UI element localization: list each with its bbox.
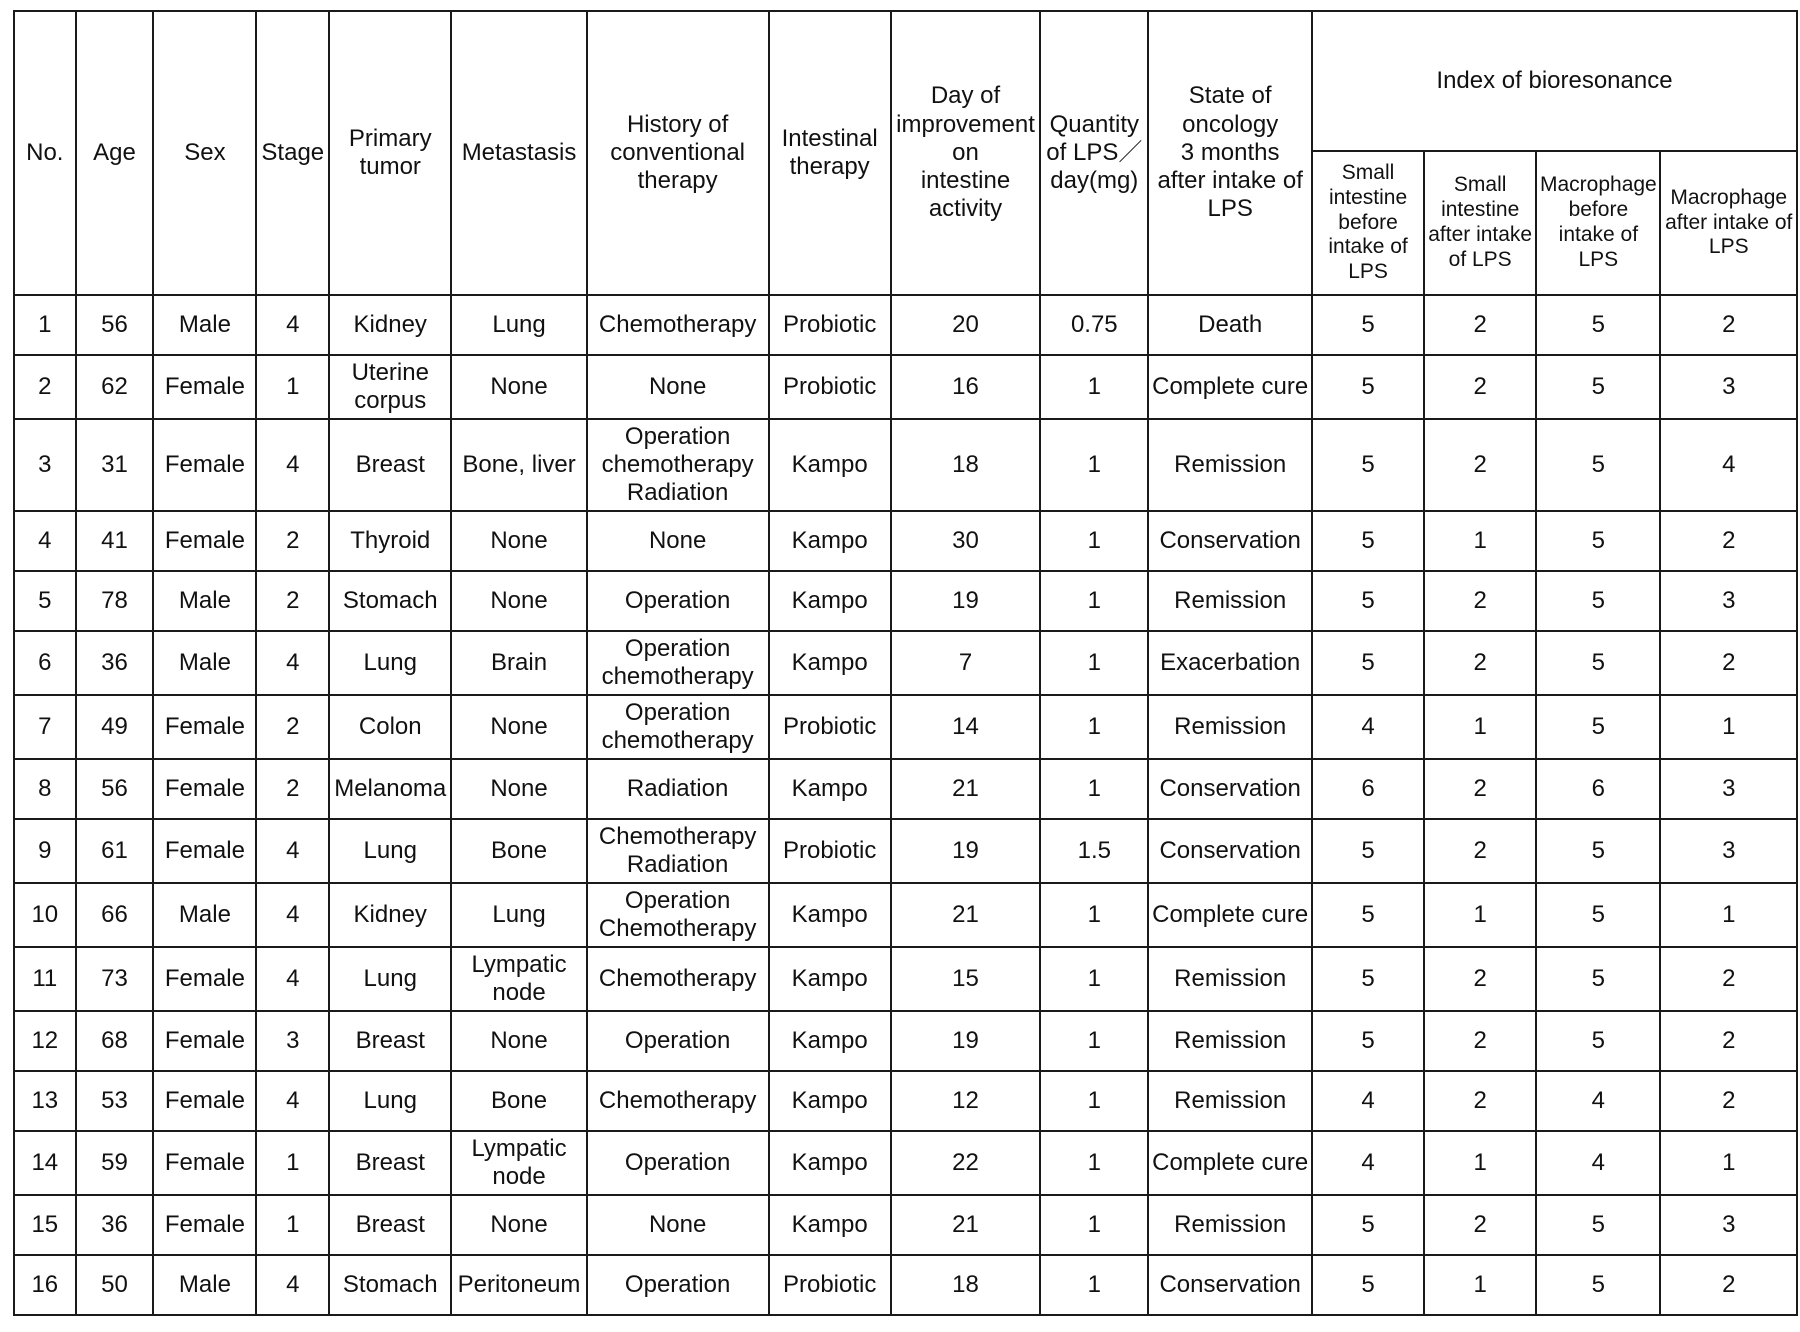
table-row <box>14 883 1797 947</box>
cell-state: Remission <box>1148 419 1312 511</box>
cell-si-after: 1 <box>1424 883 1536 947</box>
cell-age: 56 <box>76 759 154 819</box>
cell-qty: 1 <box>1040 947 1148 1011</box>
cell-si-after: 2 <box>1424 1195 1536 1255</box>
cell-stage: 1 <box>256 355 329 419</box>
cell-si-before: 6 <box>1312 759 1424 819</box>
cell-qty: 1 <box>1040 571 1148 631</box>
cell-metastasis: None <box>451 511 586 571</box>
header-metastasis: Metastasis <box>451 11 586 295</box>
cell-history: Operation <box>587 571 769 631</box>
cell-sex: Male <box>153 883 256 947</box>
cell-stage: 4 <box>256 631 329 695</box>
cell-sex: Female <box>153 819 256 883</box>
cell-day: 18 <box>891 419 1041 511</box>
table-row <box>14 695 1797 759</box>
header-no: No. <box>14 11 76 295</box>
table-row <box>14 571 1797 631</box>
cell-mac-before: 5 <box>1536 355 1660 419</box>
cell-metastasis: None <box>451 1195 586 1255</box>
cell-sex: Female <box>153 759 256 819</box>
cell-history: Radiation <box>587 759 769 819</box>
cell-day: 16 <box>891 355 1041 419</box>
cell-mac-after: 2 <box>1660 511 1797 571</box>
cell-no: 2 <box>14 355 76 419</box>
cell-si-before: 4 <box>1312 695 1424 759</box>
header-row <box>14 11 1797 151</box>
header-si-after: Small intestine after intake of LPS <box>1424 151 1536 295</box>
cell-state: Conservation <box>1148 1255 1312 1315</box>
cell-si-before: 5 <box>1312 511 1424 571</box>
cell-therapy: Kampo <box>769 511 891 571</box>
cell-si-after: 2 <box>1424 819 1536 883</box>
cell-mac-after: 3 <box>1660 571 1797 631</box>
cell-sex: Male <box>153 295 256 355</box>
cell-sex: Female <box>153 1131 256 1195</box>
cell-day: 15 <box>891 947 1041 1011</box>
header-mac-after: Macrophage after intake of LPS <box>1660 151 1797 295</box>
cell-qty: 1 <box>1040 1255 1148 1315</box>
table-row <box>14 819 1797 883</box>
cell-age: 61 <box>76 819 154 883</box>
cell-mac-after: 3 <box>1660 759 1797 819</box>
cell-sex: Female <box>153 1195 256 1255</box>
cell-tumor: Kidney <box>329 295 451 355</box>
cell-qty: 1 <box>1040 511 1148 571</box>
cell-qty: 1 <box>1040 1195 1148 1255</box>
cell-state: Complete cure <box>1148 1131 1312 1195</box>
cell-metastasis: None <box>451 695 586 759</box>
cell-si-after: 2 <box>1424 355 1536 419</box>
cell-stage: 4 <box>256 295 329 355</box>
cell-sex: Male <box>153 1255 256 1315</box>
cell-day: 18 <box>891 1255 1041 1315</box>
cell-qty: 1 <box>1040 1011 1148 1071</box>
cell-no: 11 <box>14 947 76 1011</box>
cell-mac-before: 5 <box>1536 631 1660 695</box>
cell-no: 15 <box>14 1195 76 1255</box>
cell-tumor: Kidney <box>329 883 451 947</box>
cell-qty: 1 <box>1040 1131 1148 1195</box>
cell-si-before: 5 <box>1312 295 1424 355</box>
cell-day: 22 <box>891 1131 1041 1195</box>
cell-metastasis: Lympatic node <box>451 1131 586 1195</box>
cell-mac-after: 1 <box>1660 1131 1797 1195</box>
table-row <box>14 1071 1797 1131</box>
cell-mac-after: 3 <box>1660 355 1797 419</box>
cell-state: Death <box>1148 295 1312 355</box>
cell-sex: Male <box>153 631 256 695</box>
header-primary-tumor: Primary tumor <box>329 11 451 295</box>
cell-therapy: Kampo <box>769 1011 891 1071</box>
table-header <box>14 11 1797 295</box>
cell-sex: Female <box>153 1011 256 1071</box>
header-stage: Stage <box>256 11 329 295</box>
cell-no: 1 <box>14 295 76 355</box>
cell-history: Operation chemotherapy <box>587 631 769 695</box>
cell-day: 14 <box>891 695 1041 759</box>
cell-sex: Female <box>153 695 256 759</box>
cell-therapy: Kampo <box>769 947 891 1011</box>
table-row <box>14 947 1797 1011</box>
header-age: Age <box>76 11 154 295</box>
cell-stage: 4 <box>256 883 329 947</box>
cell-age: 50 <box>76 1255 154 1315</box>
cell-state: Conservation <box>1148 511 1312 571</box>
cell-si-after: 2 <box>1424 631 1536 695</box>
cell-no: 9 <box>14 819 76 883</box>
cell-tumor: Stomach <box>329 1255 451 1315</box>
cell-history: Operation Chemotherapy <box>587 883 769 947</box>
cell-metastasis: Brain <box>451 631 586 695</box>
cell-mac-before: 5 <box>1536 571 1660 631</box>
cell-si-before: 5 <box>1312 947 1424 1011</box>
cell-no: 8 <box>14 759 76 819</box>
cell-tumor: Breast <box>329 419 451 511</box>
cell-no: 4 <box>14 511 76 571</box>
cell-si-after: 2 <box>1424 1071 1536 1131</box>
cell-mac-before: 4 <box>1536 1071 1660 1131</box>
cell-state: Conservation <box>1148 819 1312 883</box>
cell-state: Remission <box>1148 1071 1312 1131</box>
cell-history: Operation <box>587 1255 769 1315</box>
cell-state: Remission <box>1148 1195 1312 1255</box>
cell-history: None <box>587 355 769 419</box>
cell-therapy: Kampo <box>769 419 891 511</box>
cell-mac-before: 5 <box>1536 419 1660 511</box>
cell-stage: 4 <box>256 947 329 1011</box>
cell-si-before: 5 <box>1312 1255 1424 1315</box>
cell-metastasis: None <box>451 1011 586 1071</box>
cell-tumor: Lung <box>329 631 451 695</box>
cell-tumor: Breast <box>329 1131 451 1195</box>
cell-metastasis: Bone <box>451 1071 586 1131</box>
cell-stage: 4 <box>256 1071 329 1131</box>
cell-mac-before: 6 <box>1536 759 1660 819</box>
cell-age: 59 <box>76 1131 154 1195</box>
cell-mac-after: 3 <box>1660 1195 1797 1255</box>
cell-si-after: 1 <box>1424 511 1536 571</box>
cell-qty: 0.75 <box>1040 295 1148 355</box>
cell-no: 13 <box>14 1071 76 1131</box>
cell-stage: 3 <box>256 1011 329 1071</box>
cell-history: Operation chemotherapy <box>587 695 769 759</box>
cell-stage: 2 <box>256 571 329 631</box>
cell-no: 3 <box>14 419 76 511</box>
cell-therapy: Kampo <box>769 631 891 695</box>
cell-state: Remission <box>1148 1011 1312 1071</box>
cell-tumor: Melanoma <box>329 759 451 819</box>
header-si-before: Small intestine before intake of LPS <box>1312 151 1424 295</box>
table-row <box>14 1255 1797 1315</box>
header-index-bioresonance: Index of bioresonance <box>1312 11 1797 151</box>
table-row <box>14 1195 1797 1255</box>
cell-tumor: Lung <box>329 1071 451 1131</box>
cell-sex: Female <box>153 419 256 511</box>
patient-table-container <box>13 10 1798 1316</box>
cell-mac-before: 5 <box>1536 1195 1660 1255</box>
cell-metastasis: Lympatic node <box>451 947 586 1011</box>
cell-mac-before: 5 <box>1536 947 1660 1011</box>
cell-mac-before: 5 <box>1536 295 1660 355</box>
cell-sex: Male <box>153 571 256 631</box>
table-body <box>14 295 1797 1315</box>
table-row <box>14 295 1797 355</box>
cell-mac-before: 5 <box>1536 1011 1660 1071</box>
cell-therapy: Kampo <box>769 883 891 947</box>
cell-state: Remission <box>1148 695 1312 759</box>
header-state-oncology: State of oncology 3 months after intake of LPS <box>1148 11 1312 295</box>
cell-stage: 4 <box>256 419 329 511</box>
cell-qty: 1 <box>1040 759 1148 819</box>
header-intestinal-therapy: Intestinal therapy <box>769 11 891 295</box>
cell-no: 5 <box>14 571 76 631</box>
cell-metastasis: Peritoneum <box>451 1255 586 1315</box>
cell-no: 10 <box>14 883 76 947</box>
header-day-improvement: Day of improvement on intestine activity <box>891 11 1041 295</box>
cell-tumor: Colon <box>329 695 451 759</box>
cell-qty: 1 <box>1040 695 1148 759</box>
cell-mac-after: 2 <box>1660 1255 1797 1315</box>
cell-no: 14 <box>14 1131 76 1195</box>
cell-sex: Female <box>153 1071 256 1131</box>
cell-mac-before: 5 <box>1536 819 1660 883</box>
cell-day: 12 <box>891 1071 1041 1131</box>
cell-age: 78 <box>76 571 154 631</box>
cell-si-after: 2 <box>1424 759 1536 819</box>
header-quantity-lps: Quantity of LPS／ day(mg) <box>1040 11 1148 295</box>
cell-therapy: Probiotic <box>769 1255 891 1315</box>
cell-history: Operation <box>587 1011 769 1071</box>
cell-state: Remission <box>1148 947 1312 1011</box>
cell-metastasis: None <box>451 759 586 819</box>
cell-day: 30 <box>891 511 1041 571</box>
cell-therapy: Kampo <box>769 759 891 819</box>
cell-age: 31 <box>76 419 154 511</box>
cell-tumor: Lung <box>329 947 451 1011</box>
cell-age: 49 <box>76 695 154 759</box>
cell-no: 12 <box>14 1011 76 1071</box>
cell-day: 7 <box>891 631 1041 695</box>
cell-metastasis: Bone <box>451 819 586 883</box>
cell-si-after: 2 <box>1424 571 1536 631</box>
cell-day: 20 <box>891 295 1041 355</box>
cell-history: Chemotherapy Radiation <box>587 819 769 883</box>
cell-mac-after: 4 <box>1660 419 1797 511</box>
cell-tumor: Uterine corpus <box>329 355 451 419</box>
cell-therapy: Probiotic <box>769 295 891 355</box>
table-row <box>14 355 1797 419</box>
cell-history: Operation <box>587 1131 769 1195</box>
cell-mac-before: 5 <box>1536 511 1660 571</box>
table-row <box>14 1011 1797 1071</box>
cell-age: 36 <box>76 1195 154 1255</box>
cell-age: 73 <box>76 947 154 1011</box>
cell-si-before: 5 <box>1312 631 1424 695</box>
cell-age: 56 <box>76 295 154 355</box>
patient-table <box>13 10 1798 1316</box>
cell-metastasis: None <box>451 571 586 631</box>
cell-qty: 1 <box>1040 355 1148 419</box>
cell-metastasis: Lung <box>451 883 586 947</box>
cell-stage: 1 <box>256 1131 329 1195</box>
cell-si-before: 5 <box>1312 419 1424 511</box>
cell-si-after: 2 <box>1424 947 1536 1011</box>
cell-sex: Female <box>153 947 256 1011</box>
cell-therapy: Kampo <box>769 1071 891 1131</box>
cell-stage: 1 <box>256 1195 329 1255</box>
table-row <box>14 511 1797 571</box>
cell-day: 21 <box>891 759 1041 819</box>
cell-si-after: 1 <box>1424 695 1536 759</box>
cell-si-after: 2 <box>1424 419 1536 511</box>
cell-therapy: Kampo <box>769 571 891 631</box>
table-row <box>14 1131 1797 1195</box>
cell-therapy: Probiotic <box>769 695 891 759</box>
cell-mac-before: 5 <box>1536 695 1660 759</box>
cell-qty: 1 <box>1040 631 1148 695</box>
cell-si-after: 1 <box>1424 1255 1536 1315</box>
cell-mac-before: 5 <box>1536 1255 1660 1315</box>
table-row <box>14 631 1797 695</box>
cell-age: 53 <box>76 1071 154 1131</box>
cell-state: Conservation <box>1148 759 1312 819</box>
cell-history: Operation chemotherapy Radiation <box>587 419 769 511</box>
cell-no: 7 <box>14 695 76 759</box>
cell-day: 21 <box>891 883 1041 947</box>
cell-age: 66 <box>76 883 154 947</box>
cell-qty: 1 <box>1040 1071 1148 1131</box>
cell-state: Complete cure <box>1148 883 1312 947</box>
header-sex: Sex <box>153 11 256 295</box>
cell-mac-after: 2 <box>1660 631 1797 695</box>
header-mac-before: Macrophage before intake of LPS <box>1536 151 1660 295</box>
cell-therapy: Kampo <box>769 1131 891 1195</box>
cell-mac-after: 2 <box>1660 295 1797 355</box>
cell-si-before: 5 <box>1312 883 1424 947</box>
cell-day: 19 <box>891 1011 1041 1071</box>
cell-qty: 1 <box>1040 419 1148 511</box>
cell-history: None <box>587 1195 769 1255</box>
cell-age: 41 <box>76 511 154 571</box>
cell-stage: 4 <box>256 819 329 883</box>
table-row <box>14 759 1797 819</box>
cell-tumor: Breast <box>329 1011 451 1071</box>
cell-mac-after: 1 <box>1660 695 1797 759</box>
cell-si-after: 2 <box>1424 295 1536 355</box>
cell-si-before: 5 <box>1312 571 1424 631</box>
cell-age: 36 <box>76 631 154 695</box>
cell-no: 16 <box>14 1255 76 1315</box>
cell-si-before: 5 <box>1312 355 1424 419</box>
cell-tumor: Thyroid <box>329 511 451 571</box>
cell-si-before: 5 <box>1312 1195 1424 1255</box>
cell-si-before: 5 <box>1312 1011 1424 1071</box>
cell-stage: 4 <box>256 1255 329 1315</box>
cell-stage: 2 <box>256 759 329 819</box>
cell-mac-after: 2 <box>1660 1011 1797 1071</box>
cell-mac-after: 1 <box>1660 883 1797 947</box>
cell-tumor: Lung <box>329 819 451 883</box>
cell-history: Chemotherapy <box>587 295 769 355</box>
cell-history: None <box>587 511 769 571</box>
cell-day: 19 <box>891 819 1041 883</box>
cell-si-before: 4 <box>1312 1071 1424 1131</box>
cell-therapy: Probiotic <box>769 819 891 883</box>
cell-si-after: 2 <box>1424 1011 1536 1071</box>
cell-history: Chemotherapy <box>587 1071 769 1131</box>
cell-mac-after: 2 <box>1660 1071 1797 1131</box>
cell-no: 6 <box>14 631 76 695</box>
cell-qty: 1 <box>1040 883 1148 947</box>
cell-si-before: 4 <box>1312 1131 1424 1195</box>
cell-state: Remission <box>1148 571 1312 631</box>
cell-sex: Female <box>153 511 256 571</box>
cell-stage: 2 <box>256 695 329 759</box>
cell-state: Complete cure <box>1148 355 1312 419</box>
cell-day: 19 <box>891 571 1041 631</box>
cell-metastasis: Bone, liver <box>451 419 586 511</box>
cell-therapy: Probiotic <box>769 355 891 419</box>
cell-history: Chemotherapy <box>587 947 769 1011</box>
cell-tumor: Breast <box>329 1195 451 1255</box>
cell-mac-before: 5 <box>1536 883 1660 947</box>
cell-si-before: 5 <box>1312 819 1424 883</box>
cell-sex: Female <box>153 355 256 419</box>
cell-mac-after: 3 <box>1660 819 1797 883</box>
cell-stage: 2 <box>256 511 329 571</box>
cell-state: Exacerbation <box>1148 631 1312 695</box>
cell-therapy: Kampo <box>769 1195 891 1255</box>
cell-metastasis: Lung <box>451 295 586 355</box>
cell-tumor: Stomach <box>329 571 451 631</box>
cell-age: 62 <box>76 355 154 419</box>
cell-metastasis: None <box>451 355 586 419</box>
cell-day: 21 <box>891 1195 1041 1255</box>
table-row <box>14 419 1797 511</box>
cell-mac-after: 2 <box>1660 947 1797 1011</box>
header-history: History of conventional therapy <box>587 11 769 295</box>
cell-age: 68 <box>76 1011 154 1071</box>
cell-qty: 1.5 <box>1040 819 1148 883</box>
cell-mac-before: 4 <box>1536 1131 1660 1195</box>
cell-si-after: 1 <box>1424 1131 1536 1195</box>
